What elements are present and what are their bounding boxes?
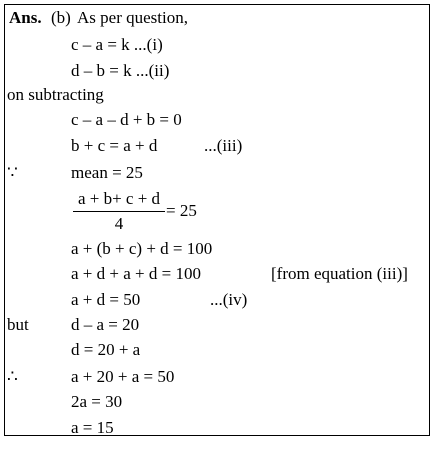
equation-substituted: a + d + a + d = 100 [71,264,201,283]
equation-ii: d – b = k ...(ii) [71,61,170,80]
equation-result: a = 15 [71,418,114,437]
fraction-numerator: a + b+ c + d [77,189,161,208]
fraction-bar [73,211,165,212]
equation-subtracted: c – a – d + b = 0 [71,110,182,129]
because-symbol: ∵ [7,163,18,182]
equation-sum: a + (b + c) + d = 100 [71,239,213,258]
equation-combined: a + 20 + a = 50 [71,367,175,386]
solution-box [4,4,430,436]
step-label-subtracting: on subtracting [7,85,104,104]
step-label-but: but [7,315,29,334]
therefore-symbol: ∴ [7,367,18,386]
equation-iv: a + d = 50 [71,290,141,309]
equation-note: [from equation (iii)] [271,264,408,283]
equation-difference: d – a = 20 [71,315,140,334]
fraction-rhs: = 25 [166,201,197,220]
equation-2a: 2a = 30 [71,392,123,411]
equation-iv-ref: ...(iv) [210,290,248,309]
answer-option: (b) [51,8,71,27]
equation-i: c – a = k ...(i) [71,35,163,54]
answer-intro: As per question, [77,8,188,27]
mean-statement: mean = 25 [71,163,143,182]
equation-d: d = 20 + a [71,340,141,359]
answer-label: Ans. [9,8,42,27]
equation-iii: b + c = a + d [71,136,158,155]
fraction-denominator: 4 [114,214,124,233]
equation-iii-ref: ...(iii) [204,136,243,155]
